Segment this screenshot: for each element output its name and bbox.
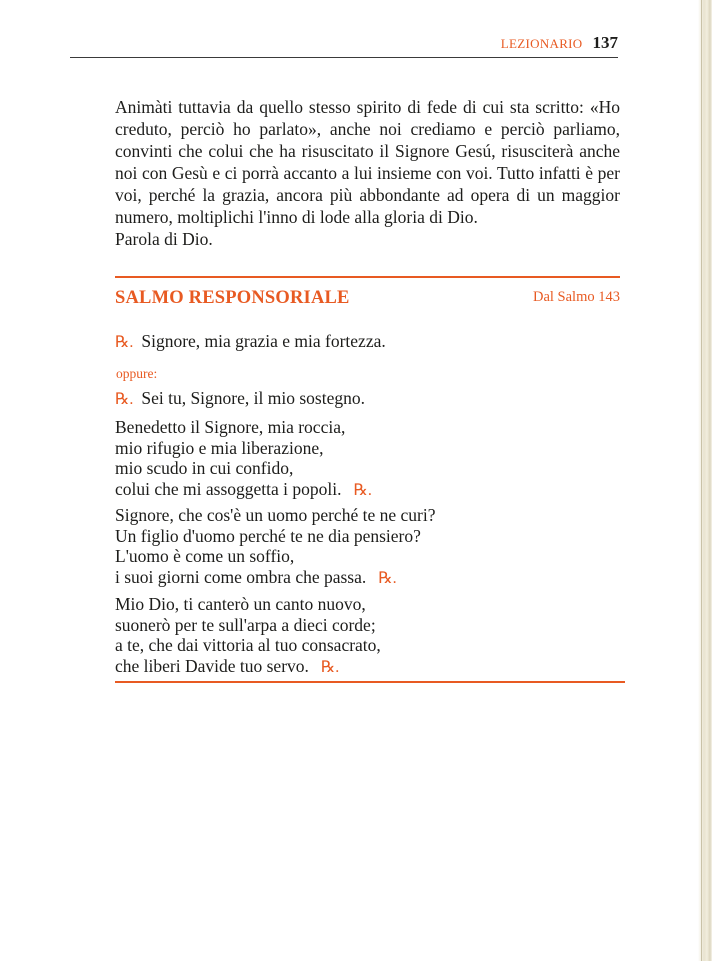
stanza-line-text: che liberi Davide tuo servo. bbox=[115, 655, 309, 676]
response-1 bbox=[115, 330, 386, 354]
stanza-line: Signore, che cos'è un uomo perché te ne curi? bbox=[115, 505, 436, 525]
stanza-line bbox=[115, 479, 372, 502]
psalm-top-rule bbox=[115, 276, 620, 278]
psalm-title: SALMO RESPONSORIALE bbox=[115, 288, 350, 308]
response-symbol: ℞. bbox=[320, 658, 340, 676]
reading-closing: Parola di Dio. bbox=[115, 229, 213, 249]
alternative-label: oppure: bbox=[116, 366, 158, 381]
response-2-text: Sei tu, Signore, il mio sostegno. bbox=[141, 388, 365, 408]
psalm-bottom-rule bbox=[115, 681, 625, 683]
response-symbol: ℞. bbox=[353, 481, 372, 499]
stanza-line: suonerò per te sull'arpa a dieci corde; bbox=[115, 614, 376, 635]
stanza-line bbox=[115, 656, 381, 679]
stanza-3 bbox=[115, 594, 381, 678]
page-number: 137 bbox=[592, 33, 618, 52]
response-symbol: ℞. bbox=[115, 334, 134, 351]
stanza-line-text: i suoi giorni come ombra che passa. bbox=[115, 566, 367, 587]
page-edge-line bbox=[701, 0, 702, 961]
psalm-source: Dal Salmo 143 bbox=[533, 289, 620, 305]
stanza-line: mio rifugio e mia liberazione, bbox=[115, 437, 324, 458]
stanza-line bbox=[115, 567, 435, 590]
header-rule bbox=[70, 57, 618, 58]
reading-text: Animàti tuttavia da quello stesso spirito di fede di cui sta scritto: «Ho creduto, perciò ho parlato», anche noi crediamo e perciò parliamo, convinti che colui che ha risuscitato il Signore Gesú, risusciterà anche noi con Gesù e ci porrà accanto a lui insieme con voi. Tutto infatti è per voi, perché la grazia, ancora più abbondante ad opera di un maggior numero, moltiplichi l'inno di lode alla gloria di Dio. bbox=[115, 97, 620, 227]
stanza-line: a te, che dai vittoria al tuo consacrato, bbox=[115, 635, 381, 655]
stanza-line: Mio Dio, ti canterò un canto nuovo, bbox=[115, 594, 366, 614]
response-1-text: Signore, mia grazia e mia fortezza. bbox=[141, 331, 386, 351]
response-2 bbox=[115, 387, 365, 411]
response-symbol: ℞. bbox=[115, 391, 134, 408]
stanza-2 bbox=[115, 505, 435, 589]
running-head bbox=[501, 33, 618, 53]
stanza-line: Un figlio d'uomo perché te ne dia pensiero? bbox=[115, 525, 421, 546]
stanza-line: L'uomo è come un soffio, bbox=[115, 546, 295, 566]
stanza-1 bbox=[115, 417, 372, 501]
stanza-line: mio scudo in cui confido, bbox=[115, 458, 294, 478]
response-symbol: ℞. bbox=[378, 569, 397, 587]
stanza-line: Benedetto il Signore, mia roccia, bbox=[115, 417, 346, 437]
stanza-line-text: colui che mi assoggetta i popoli. bbox=[115, 478, 342, 499]
section-title: LEZIONARIO bbox=[500, 36, 583, 51]
